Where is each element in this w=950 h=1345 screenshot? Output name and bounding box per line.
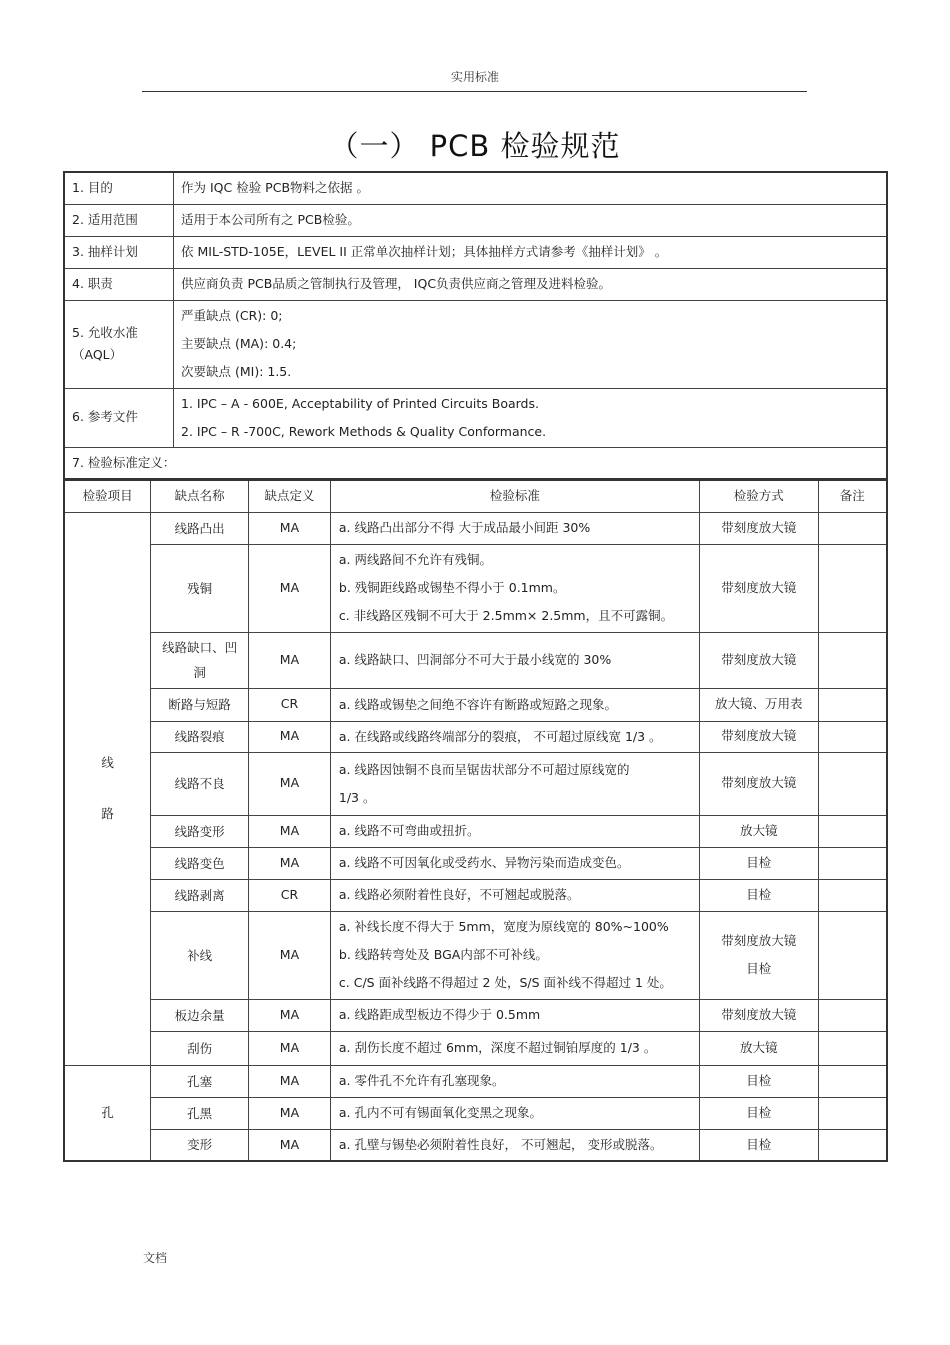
- criteria-line: c. 非线路区残铜不可大于 2.5mm× 2.5mm，且不可露铜。: [338, 608, 674, 623]
- category-cell: [64, 1065, 151, 1161]
- inspection-method: [699, 999, 818, 1031]
- defect-name: 板边余量: [151, 999, 249, 1031]
- remark: [818, 1065, 887, 1097]
- criteria-row: [64, 1065, 887, 1097]
- info-value: [174, 236, 888, 268]
- remark: [818, 688, 887, 721]
- defect-class: MA: [249, 512, 331, 544]
- criteria-row: [64, 879, 887, 911]
- method-line: 目检: [746, 1136, 772, 1152]
- method-line: 带刻度放大镜: [721, 1006, 797, 1022]
- criteria-header-row: [64, 480, 887, 512]
- criteria-row: [64, 815, 887, 847]
- inspection-criteria: [330, 1031, 699, 1065]
- inspection-method: [699, 1097, 818, 1129]
- defect-class: CR: [249, 688, 331, 721]
- criteria-line: c. C/S 面补线路不得超过 2 处，S/S 面补线不得超过 1 处。: [338, 975, 672, 990]
- section7-label: 7. 检验标准定义：: [64, 447, 887, 479]
- section7-row: [64, 447, 887, 479]
- info-label-text: 6. 参考文件: [72, 409, 138, 425]
- column-header: 检验方式: [699, 480, 818, 512]
- inspection-criteria: [330, 632, 699, 688]
- column-header: 备注: [818, 480, 887, 512]
- info-label: [64, 236, 174, 268]
- criteria-row: [64, 999, 887, 1031]
- page-footer: 文档: [143, 1251, 168, 1265]
- column-header: 缺点名称: [151, 480, 249, 512]
- inspection-method: [699, 752, 818, 815]
- defect-class: MA: [249, 1031, 331, 1065]
- inspection-criteria: [330, 1097, 699, 1129]
- remark: [818, 815, 887, 847]
- inspection-method: [699, 1065, 818, 1097]
- defect-class: MA: [249, 847, 331, 879]
- criteria-row: [64, 544, 887, 632]
- info-value-line: 严重缺点 (CR): 0;: [181, 308, 283, 323]
- inspection-criteria: [330, 999, 699, 1031]
- remark: [818, 1031, 887, 1065]
- criteria-line: a. 线路不可弯曲或扭折。: [338, 823, 480, 838]
- info-row: [64, 388, 887, 447]
- criteria-line: a. 孔内不可有锡面氧化变黑之现象。: [338, 1105, 542, 1120]
- criteria-line: a. 线路或锡垫之间绝不容许有断路或短路之现象。: [338, 696, 617, 712]
- criteria-line: 1/3 。: [338, 789, 376, 805]
- method-line: 带刻度放大镜: [721, 579, 797, 595]
- inspection-method: [699, 847, 818, 879]
- inspection-criteria: [330, 1129, 699, 1161]
- method-line: 目检: [746, 886, 772, 902]
- method-line: 带刻度放大镜: [721, 728, 797, 744]
- criteria-line: a. 线路凸出部分不得 大于成品最小间距 30%: [338, 520, 591, 535]
- criteria-row: [64, 721, 887, 752]
- inspection-method: [699, 879, 818, 911]
- criteria-row: [64, 911, 887, 999]
- criteria-line: a. 线路缺口、凹洞部分不可大于最小线宽的 30%: [338, 652, 612, 667]
- header-rule: [142, 91, 807, 92]
- info-row: [64, 204, 887, 236]
- info-label: [64, 204, 174, 236]
- inspection-method: [699, 1129, 818, 1161]
- inspection-method: [699, 544, 818, 632]
- category-char: 孔: [101, 1104, 114, 1120]
- method-line: 目检: [746, 1104, 772, 1120]
- criteria-row: [64, 512, 887, 544]
- inspection-method: [699, 688, 818, 721]
- info-value-line: 依 MIL-STD-105E，LEVEL II 正常单次抽样计划；具体抽样方式请参考《抽样计划》 。: [181, 243, 668, 259]
- info-label: [64, 300, 174, 388]
- defect-class: MA: [249, 721, 331, 752]
- remark: [818, 1097, 887, 1129]
- info-label-text: 3. 抽样计划: [72, 243, 138, 259]
- info-value-line: 次要缺点 (MI): 1.5.: [181, 364, 292, 379]
- info-value: [174, 204, 888, 236]
- defect-class: MA: [249, 815, 331, 847]
- info-label-text: 4. 职责: [72, 275, 113, 291]
- info-value-line: 2. IPC – R -700C, Rework Methods & Quality Conformance.: [181, 423, 547, 439]
- criteria-row: [64, 847, 887, 879]
- criteria-line: a. 刮伤长度不超过 6mm，深度不超过铜铂厚度的 1/3 。: [338, 1040, 657, 1055]
- remark: [818, 721, 887, 752]
- inspection-criteria: [330, 544, 699, 632]
- method-line: 带刻度放大镜: [721, 519, 797, 535]
- info-label: [64, 172, 174, 204]
- method-line: 带刻度放大镜: [721, 775, 797, 791]
- info-value: [174, 300, 888, 388]
- info-label-text: 2. 适用范围: [72, 211, 138, 227]
- method-line: 目检: [746, 854, 772, 870]
- criteria-row: [64, 1031, 887, 1065]
- info-table: [63, 171, 888, 480]
- defect-class: MA: [249, 752, 331, 815]
- info-label: [64, 268, 174, 300]
- defect-name: 补线: [151, 911, 249, 999]
- method-line: 目检: [746, 961, 772, 976]
- info-value-line: 作为 IQC 检验 PCB物料之依据 。: [181, 180, 369, 196]
- criteria-line: b. 残铜距线路或锡垫不得小于 0.1mm。: [338, 580, 566, 595]
- inspection-method: [699, 632, 818, 688]
- criteria-line: a. 补线长度不得大于 5mm，宽度为原线宽的 80%~100%: [338, 919, 669, 934]
- inspection-criteria: [330, 815, 699, 847]
- defect-name: 孔塞: [151, 1065, 249, 1097]
- page-header: 实用标准: [450, 70, 499, 84]
- method-line: 带刻度放大镜: [721, 933, 797, 948]
- criteria-row: [64, 688, 887, 721]
- defect-name: 线路不良: [151, 752, 249, 815]
- criteria-row: [64, 1129, 887, 1161]
- inspection-method: [699, 512, 818, 544]
- remark: [818, 752, 887, 815]
- remark: [818, 999, 887, 1031]
- inspection-criteria: [330, 688, 699, 721]
- info-label: [64, 388, 174, 447]
- remark: [818, 911, 887, 999]
- criteria-line: a. 线路因蚀铜不良而呈锯齿状部分不可超过原线宽的: [338, 761, 630, 777]
- info-label-text: 5. 允收水准: [72, 324, 138, 340]
- defect-class: MA: [249, 632, 331, 688]
- criteria-line: b. 线路转弯处及 BGA内部不可补线。: [338, 947, 548, 962]
- criteria-line: a. 零件孔不允许有孔塞现象。: [338, 1073, 505, 1088]
- category-cell: [64, 512, 151, 1065]
- info-value: [174, 388, 888, 447]
- inspection-criteria: [330, 1065, 699, 1097]
- defect-name: 线路裂痕: [151, 721, 249, 752]
- remark: [818, 879, 887, 911]
- defect-name: 线路剥离: [151, 879, 249, 911]
- defect-class: MA: [249, 1065, 331, 1097]
- criteria-table: [63, 479, 888, 1162]
- criteria-row: [64, 1097, 887, 1129]
- defect-name: 孔黑: [151, 1097, 249, 1129]
- info-value-line: 1. IPC – A - 600E, Acceptability of Printed Circuits Boards.: [181, 395, 539, 411]
- inspection-criteria: [330, 752, 699, 815]
- info-value-line: 适用于本公司所有之 PCB检验。: [181, 211, 360, 227]
- method-line: 放大镜: [739, 822, 778, 838]
- defect-name: 残铜: [151, 544, 249, 632]
- inspection-criteria: [330, 879, 699, 911]
- inspection-method: [699, 911, 818, 999]
- defect-class: MA: [249, 1097, 331, 1129]
- column-header: 检验项目: [64, 480, 151, 512]
- info-row: [64, 268, 887, 300]
- info-label-text: 1. 目的: [72, 180, 113, 196]
- defect-name: 线路变形: [151, 815, 249, 847]
- category-char: 路: [101, 805, 114, 821]
- category-char: 线: [101, 755, 114, 771]
- defect-name: 断路与短路: [151, 688, 249, 721]
- criteria-line: a. 线路必须附着性良好，不可翘起或脱落。: [338, 887, 580, 902]
- defect-name: 刮伤: [151, 1031, 249, 1065]
- method-line: 带刻度放大镜: [721, 651, 797, 667]
- inspection-method: [699, 815, 818, 847]
- criteria-line: a. 线路不可因氧化或受药水、异物污染而造成变色。: [338, 855, 630, 870]
- remark: [818, 847, 887, 879]
- inspection-method: [699, 1031, 818, 1065]
- inspection-method: [699, 721, 818, 752]
- remark: [818, 632, 887, 688]
- criteria-row: [64, 632, 887, 688]
- criteria-line: a. 在线路或线路终端部分的裂痕， 不可超过原线宽 1/3 。: [338, 728, 662, 744]
- column-header: 检验标准: [330, 480, 699, 512]
- info-value: [174, 268, 888, 300]
- defect-name: 变形: [151, 1129, 249, 1161]
- defect-class: MA: [249, 911, 331, 999]
- method-line: 目检: [746, 1072, 772, 1088]
- info-row: [64, 300, 887, 388]
- defect-name: 线路凸出: [151, 512, 249, 544]
- column-header: 缺点定义: [249, 480, 331, 512]
- info-row: [64, 172, 887, 204]
- defect-class: CR: [249, 879, 331, 911]
- remark: [818, 512, 887, 544]
- criteria-row: [64, 752, 887, 815]
- defect-name: 线路变色: [151, 847, 249, 879]
- info-row: [64, 236, 887, 268]
- info-value: [174, 172, 888, 204]
- defect-name: 线路缺口、凹洞: [151, 632, 249, 688]
- remark: [818, 1129, 887, 1161]
- defect-class: MA: [249, 999, 331, 1031]
- defect-class: MA: [249, 1129, 331, 1161]
- method-line: 放大镜、万用表: [714, 696, 803, 712]
- inspection-criteria: [330, 512, 699, 544]
- inspection-criteria: [330, 721, 699, 752]
- defect-class: MA: [249, 544, 331, 632]
- info-value-line: 主要缺点 (MA): 0.4;: [181, 336, 297, 351]
- criteria-line: a. 线路距成型板边不得少于 0.5mm: [338, 1007, 541, 1022]
- criteria-line: a. 两线路间不允许有残铜。: [338, 552, 492, 567]
- info-value-line: 供应商负责 PCB品质之管制执行及管理， IQC负责供应商之管理及进料检验。: [181, 275, 612, 291]
- method-line: 放大镜: [739, 1039, 778, 1055]
- info-label-text: （AQL）: [72, 347, 123, 362]
- remark: [818, 544, 887, 632]
- criteria-line: a. 孔壁与锡垫必须附着性良好， 不可翘起， 变形或脱落。: [338, 1136, 663, 1152]
- inspection-criteria: [330, 911, 699, 999]
- inspection-criteria: [330, 847, 699, 879]
- document-title: （一） PCB 检验规范: [329, 129, 621, 163]
